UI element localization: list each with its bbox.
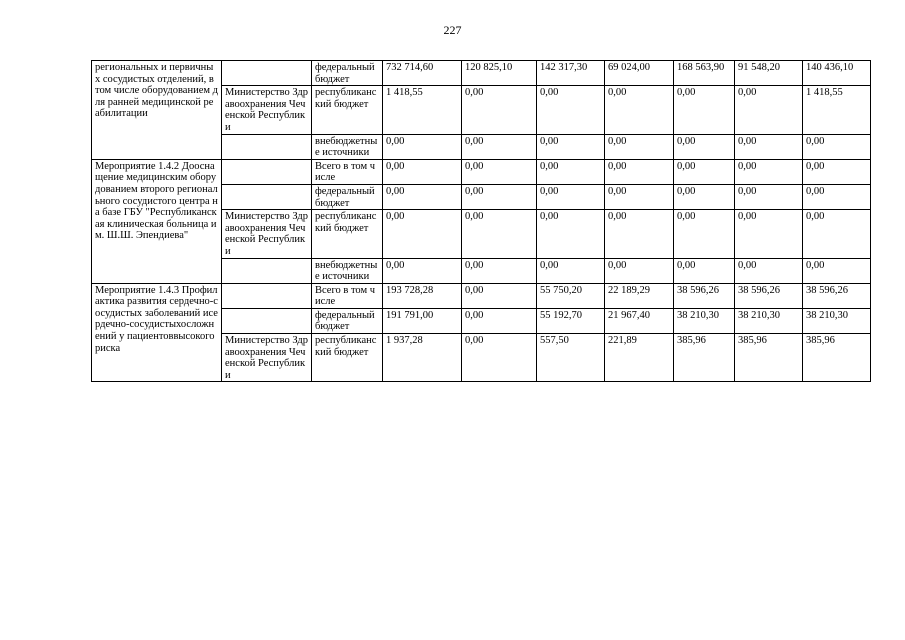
amount-cell: 0,00	[462, 86, 537, 134]
amount-cell: 0,00	[462, 134, 537, 159]
amount-cell: 0,00	[537, 134, 605, 159]
amount-cell: 0,00	[735, 159, 803, 184]
amount-cell: 0,00	[735, 134, 803, 159]
amount-cell: 38 210,30	[674, 308, 735, 333]
amount-cell: 0,00	[674, 159, 735, 184]
executor-cell	[222, 308, 312, 333]
amount-cell: 0,00	[383, 258, 462, 283]
amount-cell: 0,00	[735, 210, 803, 258]
amount-cell: 0,00	[674, 86, 735, 134]
amount-cell: 0,00	[605, 86, 674, 134]
amount-cell: 0,00	[803, 159, 871, 184]
amount-cell: 0,00	[735, 86, 803, 134]
activity-cell: Мероприятие 1.4.2 Дооснащение медицинским оборудованием второго регионального сосудистого центра на базе ГБУ "Республиканская клиническая больница им. Ш.Ш. Эпендиева"	[92, 159, 222, 283]
amount-cell: 0,00	[537, 159, 605, 184]
amount-cell: 0,00	[674, 210, 735, 258]
amount-cell: 0,00	[383, 210, 462, 258]
table-row	[92, 283, 871, 308]
executor-cell	[222, 61, 312, 86]
amount-cell: 1 418,55	[383, 86, 462, 134]
amount-cell: 55 750,20	[537, 283, 605, 308]
executor-cell: Министерство Здравоохранения Чеченской Республики	[222, 334, 312, 382]
amount-cell: 38 596,26	[735, 283, 803, 308]
executor-cell	[222, 159, 312, 184]
funding-source-cell: Всего в том числе	[312, 159, 383, 184]
funding-source-cell: внебюджетные источники	[312, 134, 383, 159]
amount-cell: 0,00	[803, 210, 871, 258]
amount-cell: 0,00	[383, 159, 462, 184]
amount-cell: 0,00	[383, 134, 462, 159]
amount-cell: 0,00	[462, 258, 537, 283]
amount-cell: 557,50	[537, 334, 605, 382]
funding-source-cell: республиканский бюджет	[312, 86, 383, 134]
amount-cell: 69 024,00	[605, 61, 674, 86]
amount-cell: 1 937,28	[383, 334, 462, 382]
funding-source-cell: Всего в том числе	[312, 283, 383, 308]
amount-cell: 0,00	[462, 308, 537, 333]
funding-source-cell: федеральный бюджет	[312, 184, 383, 209]
amount-cell: 120 825,10	[462, 61, 537, 86]
amount-cell: 0,00	[605, 210, 674, 258]
amount-cell: 0,00	[674, 184, 735, 209]
amount-cell: 385,96	[803, 334, 871, 382]
executor-cell	[222, 134, 312, 159]
amount-cell: 0,00	[462, 184, 537, 209]
funding-source-cell: федеральный бюджет	[312, 308, 383, 333]
table-row	[92, 159, 871, 184]
amount-cell: 193 728,28	[383, 283, 462, 308]
page-number: 227	[443, 23, 462, 37]
amount-cell: 0,00	[735, 184, 803, 209]
amount-cell: 0,00	[605, 134, 674, 159]
amount-cell: 38 210,30	[803, 308, 871, 333]
amount-cell: 0,00	[537, 86, 605, 134]
amount-cell: 91 548,20	[735, 61, 803, 86]
amount-cell: 21 967,40	[605, 308, 674, 333]
amount-cell: 38 596,26	[803, 283, 871, 308]
amount-cell: 385,96	[674, 334, 735, 382]
executor-cell: Министерство Здравоохранения Чеченской Республики	[222, 210, 312, 258]
amount-cell: 168 563,90	[674, 61, 735, 86]
executor-cell	[222, 258, 312, 283]
executor-cell	[222, 283, 312, 308]
amount-cell: 55 192,70	[537, 308, 605, 333]
amount-cell: 732 714,60	[383, 61, 462, 86]
funding-source-cell: республиканский бюджет	[312, 334, 383, 382]
amount-cell: 221,89	[605, 334, 674, 382]
amount-cell: 0,00	[537, 184, 605, 209]
activity-cell: Мероприятие 1.4.3 Профилактика развития сердечно-сосудистых заболеваний исердечно-сосудистыхосложнений у пациентоввысокого риска	[92, 283, 222, 382]
executor-cell	[222, 184, 312, 209]
amount-cell: 0,00	[462, 210, 537, 258]
amount-cell: 0,00	[462, 283, 537, 308]
amount-cell: 0,00	[605, 258, 674, 283]
funding-source-cell: республиканский бюджет	[312, 210, 383, 258]
amount-cell: 0,00	[605, 159, 674, 184]
amount-cell: 0,00	[537, 258, 605, 283]
amount-cell: 0,00	[383, 184, 462, 209]
amount-cell: 0,00	[674, 258, 735, 283]
funding-source-cell: внебюджетные источники	[312, 258, 383, 283]
activity-cell: региональных и первичных сосудистых отделений, в том числе оборудованием для ранней медицинской реабилитации	[92, 61, 222, 160]
amount-cell: 385,96	[735, 334, 803, 382]
amount-cell: 0,00	[462, 334, 537, 382]
amount-cell: 38 210,30	[735, 308, 803, 333]
amount-cell: 0,00	[462, 159, 537, 184]
amount-cell: 0,00	[803, 134, 871, 159]
amount-cell: 22 189,29	[605, 283, 674, 308]
amount-cell: 0,00	[735, 258, 803, 283]
amount-cell: 140 436,10	[803, 61, 871, 86]
budget-table	[91, 60, 871, 382]
executor-cell: Министерство Здравоохранения Чеченской Республики	[222, 86, 312, 134]
amount-cell: 191 791,00	[383, 308, 462, 333]
table-row	[92, 61, 871, 86]
amount-cell: 0,00	[803, 184, 871, 209]
amount-cell: 0,00	[803, 258, 871, 283]
amount-cell: 0,00	[605, 184, 674, 209]
funding-source-cell: федеральный бюджет	[312, 61, 383, 86]
amount-cell: 38 596,26	[674, 283, 735, 308]
amount-cell: 0,00	[537, 210, 605, 258]
amount-cell: 0,00	[674, 134, 735, 159]
amount-cell: 1 418,55	[803, 86, 871, 134]
amount-cell: 142 317,30	[537, 61, 605, 86]
